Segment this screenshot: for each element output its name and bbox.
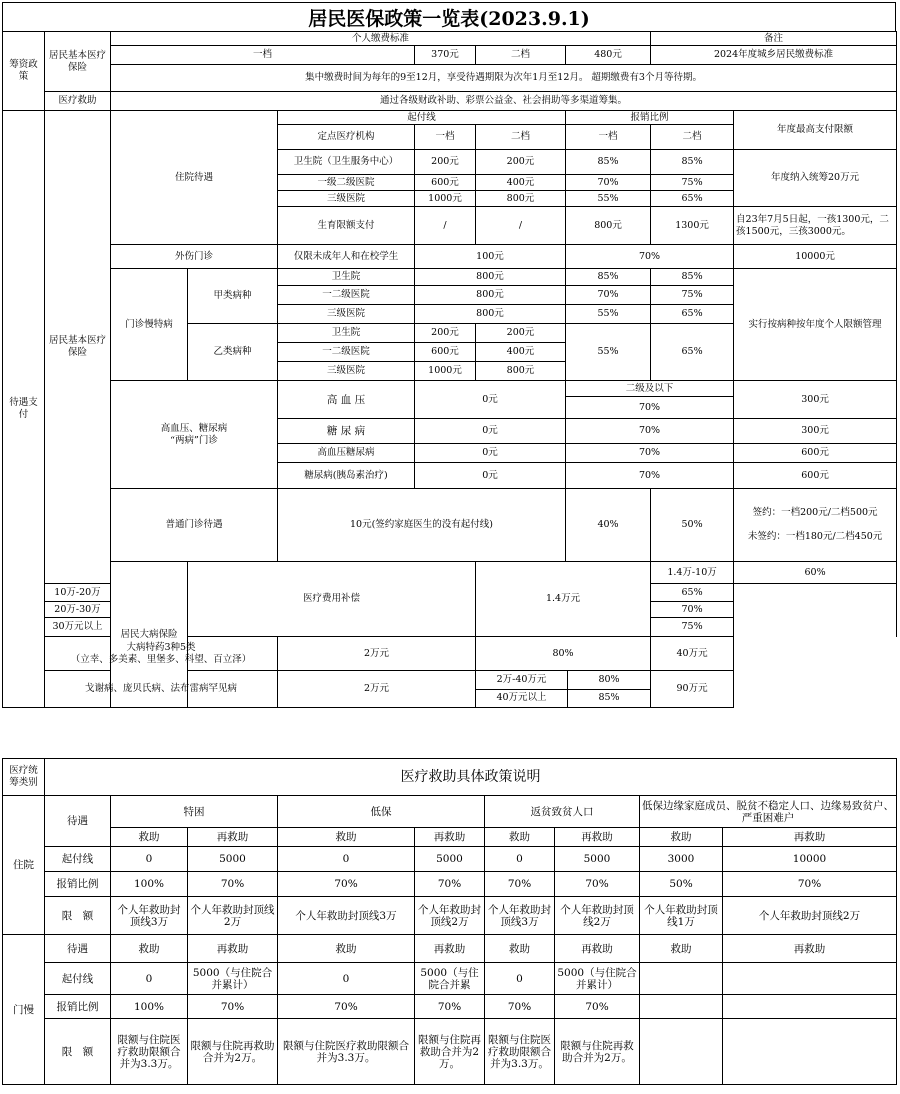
reimb-header: 报销比例 bbox=[566, 111, 734, 125]
aid-op-treat-label: 待遇 bbox=[45, 935, 111, 963]
chronic-b-t1: 200元 bbox=[415, 324, 476, 343]
chronic-a-thr: 800元 bbox=[415, 305, 566, 324]
two-disease-ratio: 70% bbox=[566, 463, 734, 489]
chronic-b-t1: 1000元 bbox=[415, 362, 476, 381]
inpatient-ratio-t2: 85% bbox=[651, 150, 734, 175]
chronic-b-t2: 800元 bbox=[476, 362, 566, 381]
aid-limit: 个人年救助封顶线2万 bbox=[723, 897, 897, 935]
critical-range: 1.4万-10万 bbox=[651, 562, 734, 584]
chronic-a-thr: 800元 bbox=[415, 269, 566, 286]
aid-op-limit: 限额与住院医疗救助限额合并为3.3万。 bbox=[111, 1019, 188, 1085]
critical-range: 20万-30万 bbox=[45, 602, 111, 618]
aid-op-empty bbox=[723, 995, 897, 1019]
maternity-note: 自23年7月5日起，一孩1300元，二孩1500元，三孩3000元。 bbox=[734, 207, 897, 245]
inpatient-thr-t1: 600元 bbox=[415, 175, 476, 191]
benefits-section: 待遇支付 bbox=[3, 111, 45, 708]
thr-tier2-header: 二档 bbox=[476, 125, 566, 150]
critical-drugs-line1: 大病特药3种5类 bbox=[126, 641, 196, 653]
chronic-a-r2: 65% bbox=[651, 305, 734, 324]
inpatient-ratio-t1: 55% bbox=[566, 191, 651, 207]
reaid-head: 再救助 bbox=[188, 828, 278, 847]
aid-op-limit: 限额与住院再救助合并为2万。 bbox=[188, 1019, 278, 1085]
general-limit-signed: 签约：一档200元/二档500元 bbox=[752, 507, 878, 518]
policy-table bbox=[2, 31, 897, 708]
aid-op-head: 救助 bbox=[485, 935, 555, 963]
aid-op-limit: 限额与住院医疗救助限额合并为3.3万。 bbox=[485, 1019, 555, 1085]
aid-thr: 5000 bbox=[555, 847, 640, 872]
aid-ratio: 70% bbox=[188, 872, 278, 897]
aid-thr: 10000 bbox=[723, 847, 897, 872]
aid-heading: 医疗救助具体政策说明 bbox=[45, 759, 897, 796]
inpatient-inst: 三级医院 bbox=[278, 191, 415, 207]
aid-inpatient-label: 住院 bbox=[3, 796, 45, 935]
aid-op-thr-label: 起付线 bbox=[45, 963, 111, 995]
two-disease-name: 糖尿病(胰岛素治疗) bbox=[278, 463, 415, 489]
tier2-amount: 480元 bbox=[566, 46, 651, 65]
aid-thr: 0 bbox=[111, 847, 188, 872]
benefits-basic-label: 居民基本医疗保险 bbox=[45, 111, 111, 584]
two-disease-ratio: 70% bbox=[566, 444, 734, 463]
aid-op-limit: 限额与住院医疗救助限额合并为3.3万。 bbox=[278, 1019, 415, 1085]
aid-op-empty bbox=[723, 963, 897, 995]
chronic-b-inst: 一二级医院 bbox=[278, 343, 415, 362]
page-title: 居民医保政策一览表(2023.9.1) bbox=[2, 2, 896, 32]
inst-header: 定点医疗机构 bbox=[278, 125, 415, 150]
chronic-a-inst: 卫生院 bbox=[278, 269, 415, 286]
critical-rare-thr: 2万元 bbox=[278, 671, 476, 708]
aid-op-thr: 5000（与住院合并累 bbox=[415, 963, 485, 995]
funding-basic-label: 居民基本医疗保险 bbox=[45, 32, 111, 92]
two-disease-ratio: 70% bbox=[566, 397, 734, 419]
aid-ratio-label: 报销比例 bbox=[45, 872, 111, 897]
inpatient-inst: 一级二级医院 bbox=[278, 175, 415, 191]
funding-period-note: 集中缴费时间为每年的9至12月，享受待遇期限为次年1月至12月。 超期缴费有3个月等待期。 bbox=[111, 65, 897, 92]
chronic-limit: 实行按病种按年度个人限额管理 bbox=[734, 269, 897, 381]
aid-head: 救助 bbox=[640, 828, 723, 847]
aid-op-ratio: 70% bbox=[555, 995, 640, 1019]
chronic-b-t2: 400元 bbox=[476, 343, 566, 362]
general-limit-unsigned: 未签约：一档180元/二档450元 bbox=[747, 531, 883, 542]
critical-ratio: 60% bbox=[734, 562, 897, 584]
aid-thr: 5000 bbox=[415, 847, 485, 872]
two-disease-limit: 300元 bbox=[734, 381, 897, 419]
inpatient-label: 住院待遇 bbox=[111, 111, 278, 245]
aid-thr: 3000 bbox=[640, 847, 723, 872]
aid-op-head: 再救助 bbox=[415, 935, 485, 963]
chronic-a-r2: 75% bbox=[651, 286, 734, 305]
aid-limit-label: 限 额 bbox=[45, 897, 111, 935]
aid-limit: 个人年救助封顶线3万 bbox=[485, 897, 555, 935]
aid-head: 救助 bbox=[485, 828, 555, 847]
inpatient-ratio-t1: 70% bbox=[566, 175, 651, 191]
general-limit bbox=[734, 489, 897, 562]
trauma-scope: 仅限未成年人和在校学生 bbox=[278, 245, 415, 269]
critical-rare-label: 戈谢病、庞贝氏病、法布雷病罕见病 bbox=[45, 671, 278, 708]
chronic-b-inst: 卫生院 bbox=[278, 324, 415, 343]
aid-op-thr: 0 bbox=[111, 963, 188, 995]
aid-outpatient-label: 门慢 bbox=[3, 935, 45, 1085]
chronic-label: 门诊慢特病 bbox=[111, 269, 188, 381]
maternity-r2: 1300元 bbox=[651, 207, 734, 245]
maternity-t1: / bbox=[415, 207, 476, 245]
inpatient-thr-t2: 200元 bbox=[476, 150, 566, 175]
aid-op-head: 救助 bbox=[111, 935, 188, 963]
aid-ratio: 70% bbox=[555, 872, 640, 897]
two-disease-label bbox=[111, 381, 278, 489]
funding-aid-label: 医疗救助 bbox=[45, 92, 111, 111]
inpatient-ratio-t2: 75% bbox=[651, 175, 734, 191]
aid-op-limit: 限额与住院再救助合并为2万。 bbox=[555, 1019, 640, 1085]
aid-thr: 0 bbox=[485, 847, 555, 872]
aid-op-head: 再救助 bbox=[555, 935, 640, 963]
critical-rare-ratio: 85% bbox=[598, 692, 620, 704]
ratio-tier1-header: 一档 bbox=[566, 125, 651, 150]
aid-limit: 个人年救助封顶线2万 bbox=[415, 897, 485, 935]
aid-table bbox=[2, 795, 897, 1085]
chronic-a-r1: 85% bbox=[566, 269, 651, 286]
critical-ratio: 65% bbox=[651, 584, 734, 602]
aid-head: 救助 bbox=[278, 828, 415, 847]
aid-op-limit-label: 限 额 bbox=[45, 1019, 111, 1085]
aid-head: 救助 bbox=[111, 828, 188, 847]
inpatient-ratio-t1: 85% bbox=[566, 150, 651, 175]
aid-group-3: 返贫致贫人口 bbox=[485, 796, 640, 828]
chronic-b-r2: 65% bbox=[651, 324, 734, 381]
aid-op-ratio-label: 报销比例 bbox=[45, 995, 111, 1019]
aid-limit: 个人年救助封顶线2万 bbox=[555, 897, 640, 935]
inpatient-thr-t2: 800元 bbox=[476, 191, 566, 207]
two-disease-limit: 600元 bbox=[734, 463, 897, 489]
two-disease-name: 高 血 压 bbox=[278, 381, 415, 419]
aid-op-head: 救助 bbox=[640, 935, 723, 963]
aid-thr: 5000 bbox=[188, 847, 278, 872]
two-disease-name: 糖 尿 病 bbox=[278, 419, 415, 444]
tier1-amount: 370元 bbox=[415, 46, 476, 65]
chronic-b-t1: 600元 bbox=[415, 343, 476, 362]
trauma-limit: 10000元 bbox=[734, 245, 897, 269]
aid-op-empty bbox=[723, 1019, 897, 1085]
two-disease-ratio: 70% bbox=[566, 419, 734, 444]
aid-op-head: 救助 bbox=[278, 935, 415, 963]
chronic-a-thr: 800元 bbox=[415, 286, 566, 305]
aid-group-2: 低保 bbox=[278, 796, 485, 828]
inpatient-limit: 年度纳入统筹20万元 bbox=[734, 150, 897, 207]
inpatient-inst: 卫生院（卫生服务中心） bbox=[278, 150, 415, 175]
aid-ratio: 70% bbox=[723, 872, 897, 897]
critical-rare-range: 2万-40万元 bbox=[476, 671, 568, 689]
aid-op-empty bbox=[640, 995, 723, 1019]
general-threshold: 10元(签约家庭医生的没有起付线) bbox=[278, 489, 566, 562]
aid-op-thr: 0 bbox=[278, 963, 415, 995]
inpatient-thr-t1: 200元 bbox=[415, 150, 476, 175]
aid-op-ratio: 70% bbox=[415, 995, 485, 1019]
aid-op-ratio: 70% bbox=[188, 995, 278, 1019]
critical-range: 10万-20万 bbox=[45, 584, 111, 602]
aid-group-1: 特困 bbox=[111, 796, 278, 828]
two-disease-label-line1: 高血压、糖尿病 bbox=[160, 422, 228, 434]
aid-op-empty bbox=[640, 1019, 723, 1085]
chronic-class-b: 乙类病种 bbox=[188, 324, 278, 381]
two-disease-thr: 0元 bbox=[415, 444, 566, 463]
aid-ratio: 100% bbox=[111, 872, 188, 897]
chronic-b-t2: 200元 bbox=[476, 324, 566, 343]
critical-rare-limit: 90万元 bbox=[651, 671, 734, 708]
aid-op-head: 再救助 bbox=[188, 935, 278, 963]
funding-remark: 2024年度城乡居民缴费标准 bbox=[651, 46, 897, 65]
thr-tier1-header: 一档 bbox=[415, 125, 476, 150]
tier2-label: 二档 bbox=[476, 46, 566, 65]
critical-ratio: 75% bbox=[651, 618, 734, 637]
critical-drugs-limit: 40万元 bbox=[651, 637, 734, 671]
general-r1: 40% bbox=[566, 489, 651, 562]
critical-subsidy-label: 医疗费用补偿 bbox=[188, 562, 476, 637]
chronic-a-inst: 一二级医院 bbox=[278, 286, 415, 305]
two-disease-limit: 300元 bbox=[734, 419, 897, 444]
two-disease-level-header: 二级及以下 bbox=[566, 381, 734, 397]
critical-subsidy-thr: 1.4万元 bbox=[476, 562, 651, 637]
general-label: 普通门诊待遇 bbox=[111, 489, 278, 562]
two-disease-thr: 0元 bbox=[415, 463, 566, 489]
two-disease-thr: 0元 bbox=[415, 419, 566, 444]
funding-aid-note: 通过各级财政补助、彩票公益金、社会捐助等多渠道筹集。 bbox=[111, 92, 897, 111]
maternity-label: 生育限额支付 bbox=[278, 207, 415, 245]
threshold-header: 起付线 bbox=[278, 111, 566, 125]
inpatient-ratio-t2: 65% bbox=[651, 191, 734, 207]
aid-ratio: 50% bbox=[640, 872, 723, 897]
aid-ratio: 70% bbox=[415, 872, 485, 897]
funding-std-header: 个人缴费标准 bbox=[111, 32, 651, 46]
critical-label: 居民大病保险 bbox=[111, 562, 188, 708]
aid-op-thr: 0 bbox=[485, 963, 555, 995]
inpatient-thr-t1: 1000元 bbox=[415, 191, 476, 207]
trauma-ratio: 70% bbox=[566, 245, 734, 269]
aid-op-empty bbox=[640, 963, 723, 995]
critical-drugs-ratio: 80% bbox=[476, 637, 651, 671]
aid-heading-table bbox=[2, 758, 897, 796]
chronic-a-r2: 85% bbox=[651, 269, 734, 286]
aid-category: 医疗统筹类别 bbox=[3, 759, 45, 796]
aid-op-limit: 限额与住院再救助合并为2万。 bbox=[415, 1019, 485, 1085]
aid-thr-label: 起付线 bbox=[45, 847, 111, 872]
critical-drugs-thr: 2万元 bbox=[278, 637, 476, 671]
two-disease-label-line2: “两病”门诊 bbox=[170, 434, 218, 446]
aid-treat-label: 待遇 bbox=[45, 796, 111, 847]
critical-range: 30万元以上 bbox=[45, 618, 111, 637]
chronic-b-inst: 三级医院 bbox=[278, 362, 415, 381]
two-disease-thr: 0元 bbox=[415, 381, 566, 419]
reaid-head: 再救助 bbox=[723, 828, 897, 847]
trauma-threshold: 100元 bbox=[415, 245, 566, 269]
general-r2: 50% bbox=[651, 489, 734, 562]
chronic-a-r1: 70% bbox=[566, 286, 651, 305]
maternity-r1: 800元 bbox=[566, 207, 651, 245]
chronic-b-r1: 55% bbox=[566, 324, 651, 381]
ratio-tier2-header: 二档 bbox=[651, 125, 734, 150]
aid-ratio: 70% bbox=[485, 872, 555, 897]
funding-section: 筹资政策 bbox=[3, 32, 45, 111]
reaid-head: 再救助 bbox=[415, 828, 485, 847]
annual-limit-header: 年度最高支付限额 bbox=[734, 111, 897, 150]
aid-limit: 个人年救助封顶线3万 bbox=[278, 897, 415, 935]
critical-rare-range: 40万元以上 bbox=[476, 689, 568, 707]
aid-limit: 个人年救助封顶线2万 bbox=[188, 897, 278, 935]
two-disease-limit: 600元 bbox=[734, 444, 897, 463]
aid-op-head: 再救助 bbox=[723, 935, 897, 963]
aid-limit: 个人年救助封顶线1万 bbox=[640, 897, 723, 935]
tier1-label: 一档 bbox=[111, 46, 415, 65]
aid-op-ratio: 70% bbox=[278, 995, 415, 1019]
two-disease-name: 高血压糖尿病 bbox=[278, 444, 415, 463]
aid-group-4: 低保边缘家庭成员、脱贫不稳定人口、边缘易致贫户、严重困难户 bbox=[640, 796, 897, 828]
critical-drugs-label bbox=[45, 637, 278, 671]
critical-ratio: 70% bbox=[651, 602, 734, 618]
critical-drugs-line2: （立幸、多美素、里堡多、科望、百立泽） bbox=[70, 653, 252, 665]
trauma-label: 外伤门诊 bbox=[111, 245, 278, 269]
reaid-head: 再救助 bbox=[555, 828, 640, 847]
aid-op-ratio: 70% bbox=[485, 995, 555, 1019]
aid-thr: 0 bbox=[278, 847, 415, 872]
chronic-a-inst: 三级医院 bbox=[278, 305, 415, 324]
critical-rare-tiers bbox=[476, 671, 650, 707]
chronic-a-r1: 55% bbox=[566, 305, 651, 324]
funding-remark-header: 备注 bbox=[651, 32, 897, 46]
critical-rare-ratio: 80% bbox=[568, 671, 651, 689]
aid-ratio: 70% bbox=[278, 872, 415, 897]
aid-op-ratio: 100% bbox=[111, 995, 188, 1019]
maternity-t2: / bbox=[476, 207, 566, 245]
inpatient-thr-t2: 400元 bbox=[476, 175, 566, 191]
chronic-class-a: 甲类病种 bbox=[188, 269, 278, 324]
aid-op-thr: 5000（与住院合并累计） bbox=[188, 963, 278, 995]
aid-op-thr: 5000（与住院合并累计） bbox=[555, 963, 640, 995]
aid-limit: 个人年救助封顶线3万 bbox=[111, 897, 188, 935]
